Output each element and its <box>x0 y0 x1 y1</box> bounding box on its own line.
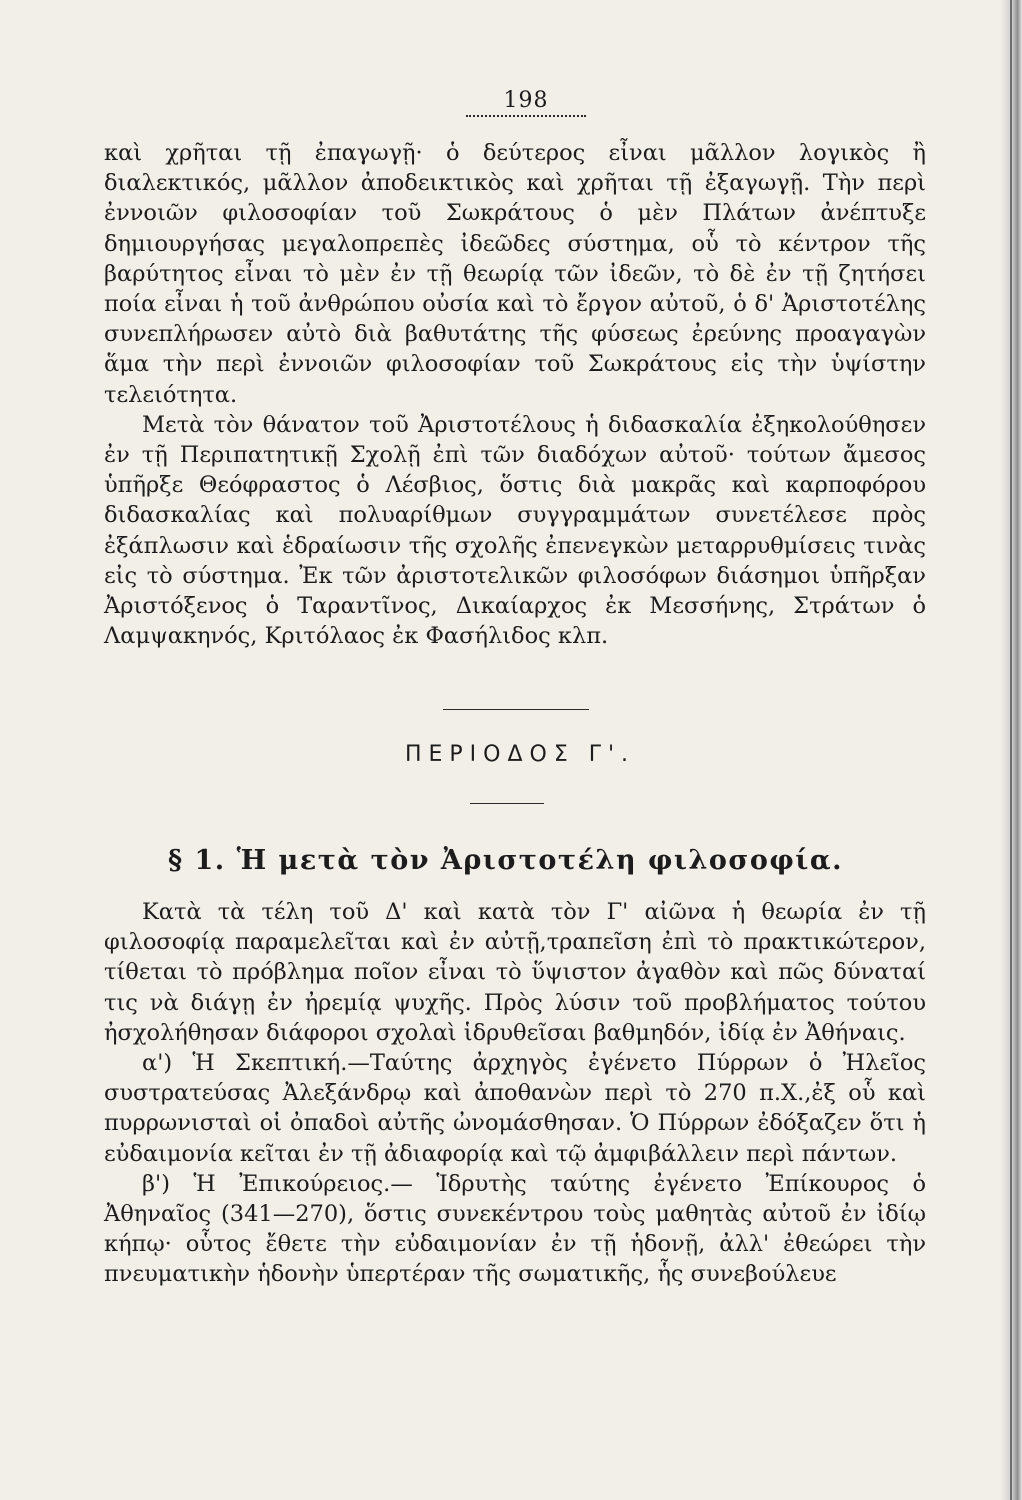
page-number: 198 <box>503 88 549 113</box>
paragraph-intro: Κατὰ τὰ τέλη τοῦ Δ' καὶ κατὰ τὸν Γ' αἰῶνα ἡ θεωρία ἐν τῇ φιλοσοφίᾳ παραμελεῖται καὶ ἐν αὐτῇ,τραπεῖση ἐπὶ τὸ πρακτικώτερον, τίθεται τὸ πρόβλημα ποῖον εἶναι τὸ ὕψιστον ἀγαθὸν καὶ πῶς δύναταί τις νὰ διάγῃ ἐν ἠρεμίᾳ ψυχῆς. Πρὸς λύσιν τοῦ προβλήματος τούτου ἠσχολήθησαν διάφοροι σχολαὶ ἱδρυθεῖσαι βαθμηδόν, ἰδίᾳ ἐν Ἀθήναις. <box>104 899 926 1046</box>
heading-short-rule <box>470 803 544 804</box>
section-divider-rule <box>443 709 589 710</box>
bottom-text-block <box>104 897 926 1290</box>
paragraph-continuation: καὶ χρῆται τῇ ἐπαγωγῇ· ὁ δεύτερος εἶναι μᾶλλον λογικὸς ἢ διαλεκτικός, μᾶλλον ἀποδεικτικὸς καὶ χρῆται τῇ ἐξαγωγῇ. Τὴν περὶ ἐννοιῶν φιλοσοφίαν τοῦ Σωκράτους ὁ μὲν Πλάτων ἀνέπτυξε δημιουργήσας μεγαλοπρεπὲς ἰδεῶδες σύστημα, οὗ τὸ κέντρον τῆς βαρύτητος εἶναι τὸ μὲν ἐν τῇ θεωρίᾳ τῶν ἰδεῶν, τὸ δὲ ἐν τῇ ζητήσει ποία εἶναι ἡ τοῦ ἀνθρώπου οὐσία καὶ τὸ ἔργον αὐτοῦ, ὁ δ' Ἀριστοτέλης συνεπλήρωσεν αὐτὸ διὰ βαθυτάτης τῆς φύσεως ἐρεύνης προαγαγὼν ἅμα τὴν περὶ ἐννοιῶν φιλοσοφίαν τοῦ Σωκράτους εἰς τὴν ὑψίστην τελειότητα. <box>104 140 926 408</box>
page-edge-line <box>1010 0 1012 1500</box>
section-heading: § 1. Ἡ μετὰ τὸν Ἀριστοτέλη φιλοσοφία. <box>168 845 843 876</box>
paragraph-peripatetic: Μετὰ τὸν θάνατον τοῦ Ἀριστοτέλους ἡ διδασκαλία ἐξηκολούθησεν ἐν τῇ Περιπατητικῇ Σχολῇ ἐπὶ τῶν διαδόχων αὐτοῦ· τούτων ἄμεσος ὑπῆρξε Θεόφραστος ὁ Λέσβιος, ὅστις διὰ μακρᾶς καὶ καρποφόρου διδασκαλίας καὶ πολυαρίθμων συγγραμμάτων συνετέλεσε πρὸς ἐξάπλωσιν καὶ ἑδραίωσιν τῆς σχολῆς ἐπενεγκὼν μεταρρυθμίσεις τινὰς εἰς τὸ σύστημα. Ἐκ τῶν ἀριστοτελικῶν φιλοσόφων διάσημοι ὑπῆρξαν Ἀριστόξενος ὁ Ταραντῖνος, Δικαίαρχος ἐκ Μεσσήνης, Στράτων ὁ Λαμψακηνός, Κριτόλαος ἐκ Φασήλιδος κλπ. <box>104 411 926 650</box>
top-text-block <box>104 138 926 651</box>
paragraph-skeptic: α') Ἡ Σκεπτική.—Ταύτης ἀρχηγὸς ἐγένετο Πύρρων ὁ Ἠλεῖος συστρατεύσας Ἀλεξάνδρῳ καὶ ἀποθανὼν περὶ τὸ 270 π.Χ.,ἐξ οὗ καὶ πυρρωνισταὶ οἱ ὀπαδοὶ αὐτῆς ὠνομάσθησαν. Ὁ Πύρρων ἐδόξαζεν ὅτι ἡ εὐδαιμονία κεῖται ἐν τῇ ἀδιαφορίᾳ καὶ τῷ ἀμφιβάλλειν περὶ πάντων. <box>104 1050 926 1167</box>
paragraph-epicurean: β') Ἡ Ἐπικούρειος.— Ἱδρυτὴς ταύτης ἐγένετο Ἐπίκουρος ὁ Ἀθηναῖος (341—270), ὅστις συνεκέντρου τοὺς μαθητὰς αὐτοῦ ἐν ἰδίῳ κήπῳ· οὗτος ἔθετε τὴν εὐδαιμονίαν ἐν τῇ ἡδονῇ, ἀλλ' ἐθεώρει τὴν πνευματικὴν ἡδονὴν ὑπερτέραν τῆς σωματικῆς, ἧς συνεβούλευε <box>104 1170 926 1288</box>
page-number-underline <box>466 115 586 117</box>
period-heading: ΠΕΡΙΟΔΟΣ Γ'. <box>404 742 636 767</box>
